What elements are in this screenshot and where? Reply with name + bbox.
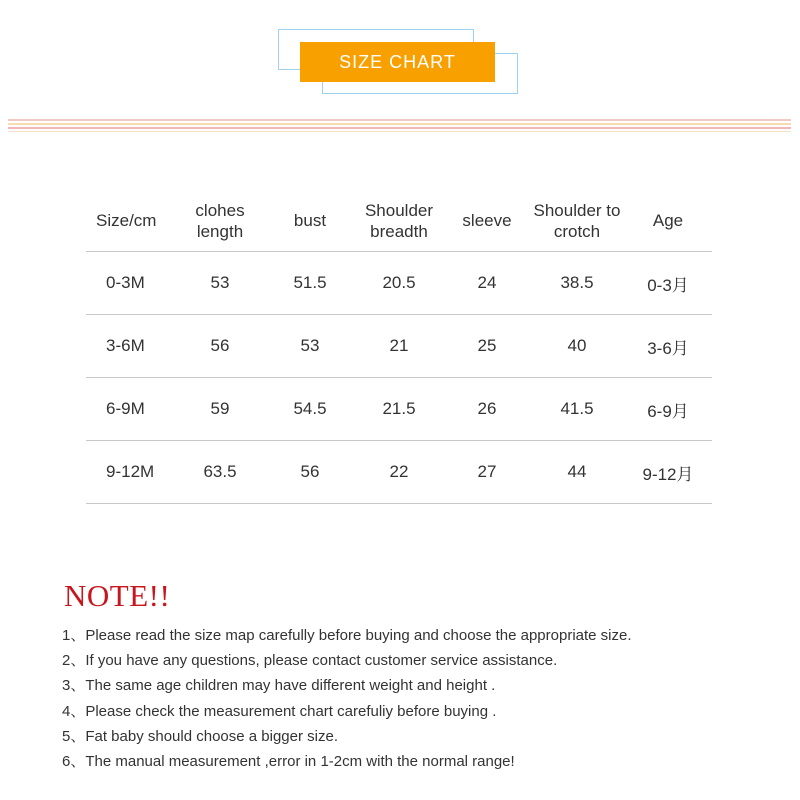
header-age: Age bbox=[624, 190, 712, 252]
cell-bust: 54.5 bbox=[266, 378, 354, 441]
note-item: 2、If you have any questions, please contact customer service assistance. bbox=[62, 652, 558, 670]
table-row bbox=[86, 378, 712, 441]
header-shoulder-to-crotch: Shoulder to crotch bbox=[530, 190, 624, 252]
cell-age: 9-12月 bbox=[624, 441, 712, 504]
cell-shoulder-to-crotch: 38.5 bbox=[530, 252, 624, 315]
size-chart-banner bbox=[300, 42, 495, 82]
note-list bbox=[62, 625, 632, 776]
cell-shoulder-to-crotch: 40 bbox=[530, 315, 624, 378]
note-item: 1、Please read the size map carefully before buying and choose the appropriate size. bbox=[62, 627, 632, 644]
cell-sleeve: 25 bbox=[444, 315, 530, 378]
cell-shoulder-to-crotch: 44 bbox=[530, 441, 624, 504]
decorative-stripes bbox=[8, 119, 791, 133]
cell-sleeve: 27 bbox=[444, 441, 530, 504]
cell-shoulder-breadth: 20.5 bbox=[354, 252, 444, 315]
header-bust: bust bbox=[266, 190, 354, 252]
cell-size: 6-9M bbox=[86, 378, 174, 441]
table-row bbox=[86, 441, 712, 504]
header-clothes-length: clohes length bbox=[174, 190, 266, 252]
cell-clothes-length: 56 bbox=[174, 315, 266, 378]
cell-age: 6-9月 bbox=[624, 378, 712, 441]
cell-bust: 51.5 bbox=[266, 252, 354, 315]
cell-sleeve: 26 bbox=[444, 378, 530, 441]
cell-clothes-length: 59 bbox=[174, 378, 266, 441]
header-size: Size/cm bbox=[86, 190, 174, 252]
note-item: 4、Please check the measurement chart carefuliy before buying . bbox=[62, 702, 497, 720]
table-row bbox=[86, 315, 712, 378]
cell-shoulder-to-crotch: 41.5 bbox=[530, 378, 624, 441]
note-item: 3、The same age children may have different weight and height . bbox=[62, 677, 496, 695]
size-table bbox=[86, 190, 712, 504]
cell-clothes-length: 53 bbox=[174, 252, 266, 315]
cell-size: 9-12M bbox=[86, 441, 174, 504]
cell-clothes-length: 63.5 bbox=[174, 441, 266, 504]
cell-bust: 56 bbox=[266, 441, 354, 504]
table-header-row bbox=[86, 190, 712, 252]
cell-bust: 53 bbox=[266, 315, 354, 378]
cell-size: 3-6M bbox=[86, 315, 174, 378]
cell-sleeve: 24 bbox=[444, 252, 530, 315]
note-title: NOTE!! bbox=[64, 578, 171, 613]
header-sleeve: sleeve bbox=[444, 190, 530, 252]
cell-age: 3-6月 bbox=[624, 315, 712, 378]
header-shoulder-breadth: Shoulder breadth bbox=[354, 190, 444, 252]
note-item: 6、The manual measurement ,error in 1-2cm with the normal range! bbox=[62, 752, 515, 770]
cell-size: 0-3M bbox=[86, 252, 174, 315]
note-item: 5、Fat baby should choose a bigger size. bbox=[62, 727, 338, 745]
table-row bbox=[86, 252, 712, 315]
cell-shoulder-breadth: 21.5 bbox=[354, 378, 444, 441]
size-chart-title: SIZE CHART bbox=[339, 51, 456, 72]
cell-age: 0-3月 bbox=[624, 252, 712, 315]
cell-shoulder-breadth: 22 bbox=[354, 441, 444, 504]
cell-shoulder-breadth: 21 bbox=[354, 315, 444, 378]
